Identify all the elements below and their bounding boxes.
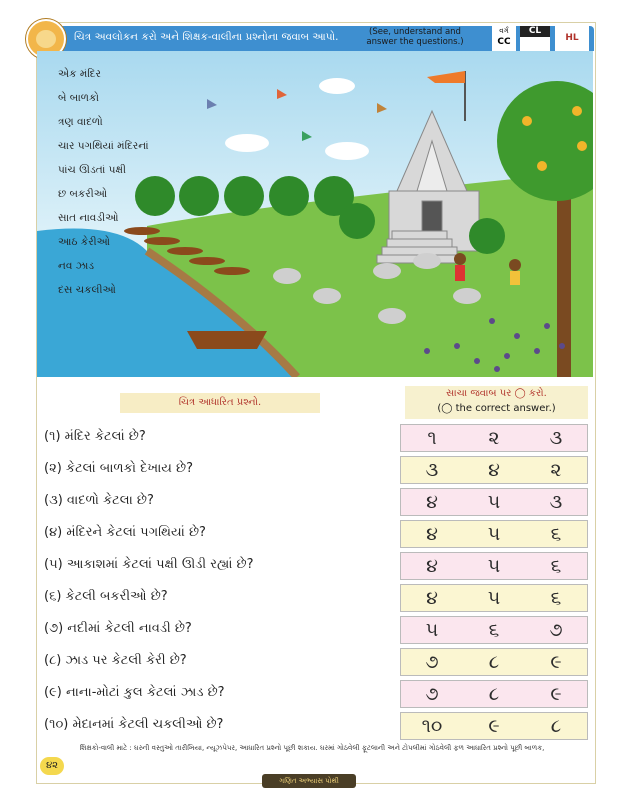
word-list-item: છ બકરીઓ [58,188,108,200]
answer-option[interactable]: ૫ [487,587,501,609]
answer-option[interactable]: ૪ [426,523,438,545]
answer-options [400,648,588,676]
word-list-item: ચાર પગથિયાં મંદિરનાં [58,140,149,152]
answer-options [400,712,588,740]
book-title-tag: ગણિત અભ્યાસ પોથી [262,774,356,788]
answer-option[interactable]: ૭ [425,683,439,705]
answer-option[interactable]: ૬ [550,523,562,545]
flying-bird-icon [207,79,387,141]
page-number: ૪૨ [40,757,64,775]
answer-option[interactable]: ૨ [550,459,562,481]
instruction-text: ચિત્ર અવલોકન કરો અને શિક્ષક-વાલીના પ્રશ્નોના જવાબ આપો. [74,31,339,43]
word-list-item: પાંચ ઊડતાં પક્ષી [58,164,127,176]
question-text: (૬) કેટલી બકરીઓ છે? [44,589,168,604]
answer-instruction [405,386,588,419]
answer-option[interactable]: ૪ [426,555,438,577]
question-text: (૯) નાના-મોટાં કુલ કેટલાં ઝાડ છે? [44,685,225,700]
answer-option[interactable]: ૨ [488,427,500,449]
answer-options [400,520,588,548]
answer-option[interactable]: ૮ [488,683,500,705]
question-text: (૮) ઝાડ પર કેટલી કેરી છે? [44,653,187,668]
answer-options [400,456,588,484]
word-list [58,66,149,306]
answer-options [400,680,588,708]
answer-option[interactable]: ૪ [488,459,500,481]
badge-cc [492,26,516,51]
answer-option[interactable]: ૩ [549,491,563,513]
question-text: (૧) મંદિર કેટલાં છે? [44,429,146,444]
answer-options [400,616,588,644]
answer-instruction-gu: સાચા જવાબ પર ◯ કરો. [446,388,547,399]
answer-option[interactable]: ૩ [549,427,563,449]
badge-cl-label: CL [520,26,550,37]
answer-option[interactable]: ૪ [426,587,438,609]
answer-option[interactable]: ૪ [426,491,438,513]
answer-option[interactable]: ૭ [425,651,439,673]
answer-option[interactable]: ૭ [549,619,563,641]
answer-option[interactable]: ૬ [550,555,562,577]
question-text: (૫) આકાશમાં કેટલાં પક્ષી ઊડી રહ્યાં છે? [44,557,254,572]
answer-option[interactable]: ૯ [550,651,562,673]
answer-option[interactable]: ૫ [425,619,439,641]
cloud-icon [225,78,369,160]
answer-option[interactable]: ૫ [487,555,501,577]
flag-icon [427,71,465,83]
badge-cc-label: CC [497,37,511,47]
footer-note: શિક્ષકો-વાલી માટે : ઘરની વસ્તુઓ તારીખિયા, ન્યૂઝપેપર, આધારિત પ્રશ્નો પૂછી શકાય. ઘરમાં ગોઠવેલી ફૂટલાની અને ટોપલીમાં ગોઠવેલી ફળ આધારિત પ્રશ્નો પૂછી બાળક, [79,744,545,752]
answer-options [400,552,588,580]
answer-option[interactable]: ૮ [550,715,562,737]
answer-option[interactable]: ૫ [487,523,501,545]
word-list-item: એક મંદિર [58,68,101,80]
temple-icon [377,111,479,263]
word-list-item: સાત નાવડીઓ [58,212,119,224]
answer-options [400,424,588,452]
word-list-item: નવ ઝાડ [58,260,95,272]
badge-cl [520,26,550,51]
question-text: (૨) કેટલાં બાળકો દેખાય છે? [44,461,193,476]
question-text: (૩) વાદળો કેટલા છે? [44,493,154,508]
badge-hl [555,26,589,51]
answer-option[interactable]: ૯ [488,715,500,737]
answer-option[interactable]: ૬ [550,587,562,609]
answer-option[interactable]: ૧૦ [421,715,443,737]
section-title: ચિત્ર આધારિત પ્રશ્નો. [120,393,320,413]
answer-option[interactable]: ૬ [488,619,500,641]
answer-option[interactable]: ૩ [425,459,439,481]
word-list-item: આઠ કેરીઓ [58,236,111,248]
answer-option[interactable]: ૧ [427,427,437,449]
instruction-english: (See, understand and answer the questions.) [366,27,464,47]
word-list-item: દસ ચકલીઓ [58,284,116,296]
badge-cc-top: વર્ગ [499,27,509,35]
badge-hl-label: HL [565,33,579,43]
answer-option[interactable]: ૫ [487,491,501,513]
question-text: (૭) નદીમાં કેટલી નાવડી છે? [44,621,192,636]
answer-options [400,488,588,516]
answer-option[interactable]: ૮ [488,651,500,673]
word-list-item: ત્રણ વાદળો [58,116,103,128]
answer-options [400,584,588,612]
question-text: (૪) મંદિરને કેટલાં પગથિયાં છે? [44,525,206,540]
answer-option[interactable]: ૯ [550,683,562,705]
question-text: (૧૦) મેદાનમાં કેટલી ચકલીઓ છે? [44,717,224,732]
answer-instruction-en: (◯ the correct answer.) [437,403,556,414]
word-list-item: બે બાળકો [58,92,100,104]
